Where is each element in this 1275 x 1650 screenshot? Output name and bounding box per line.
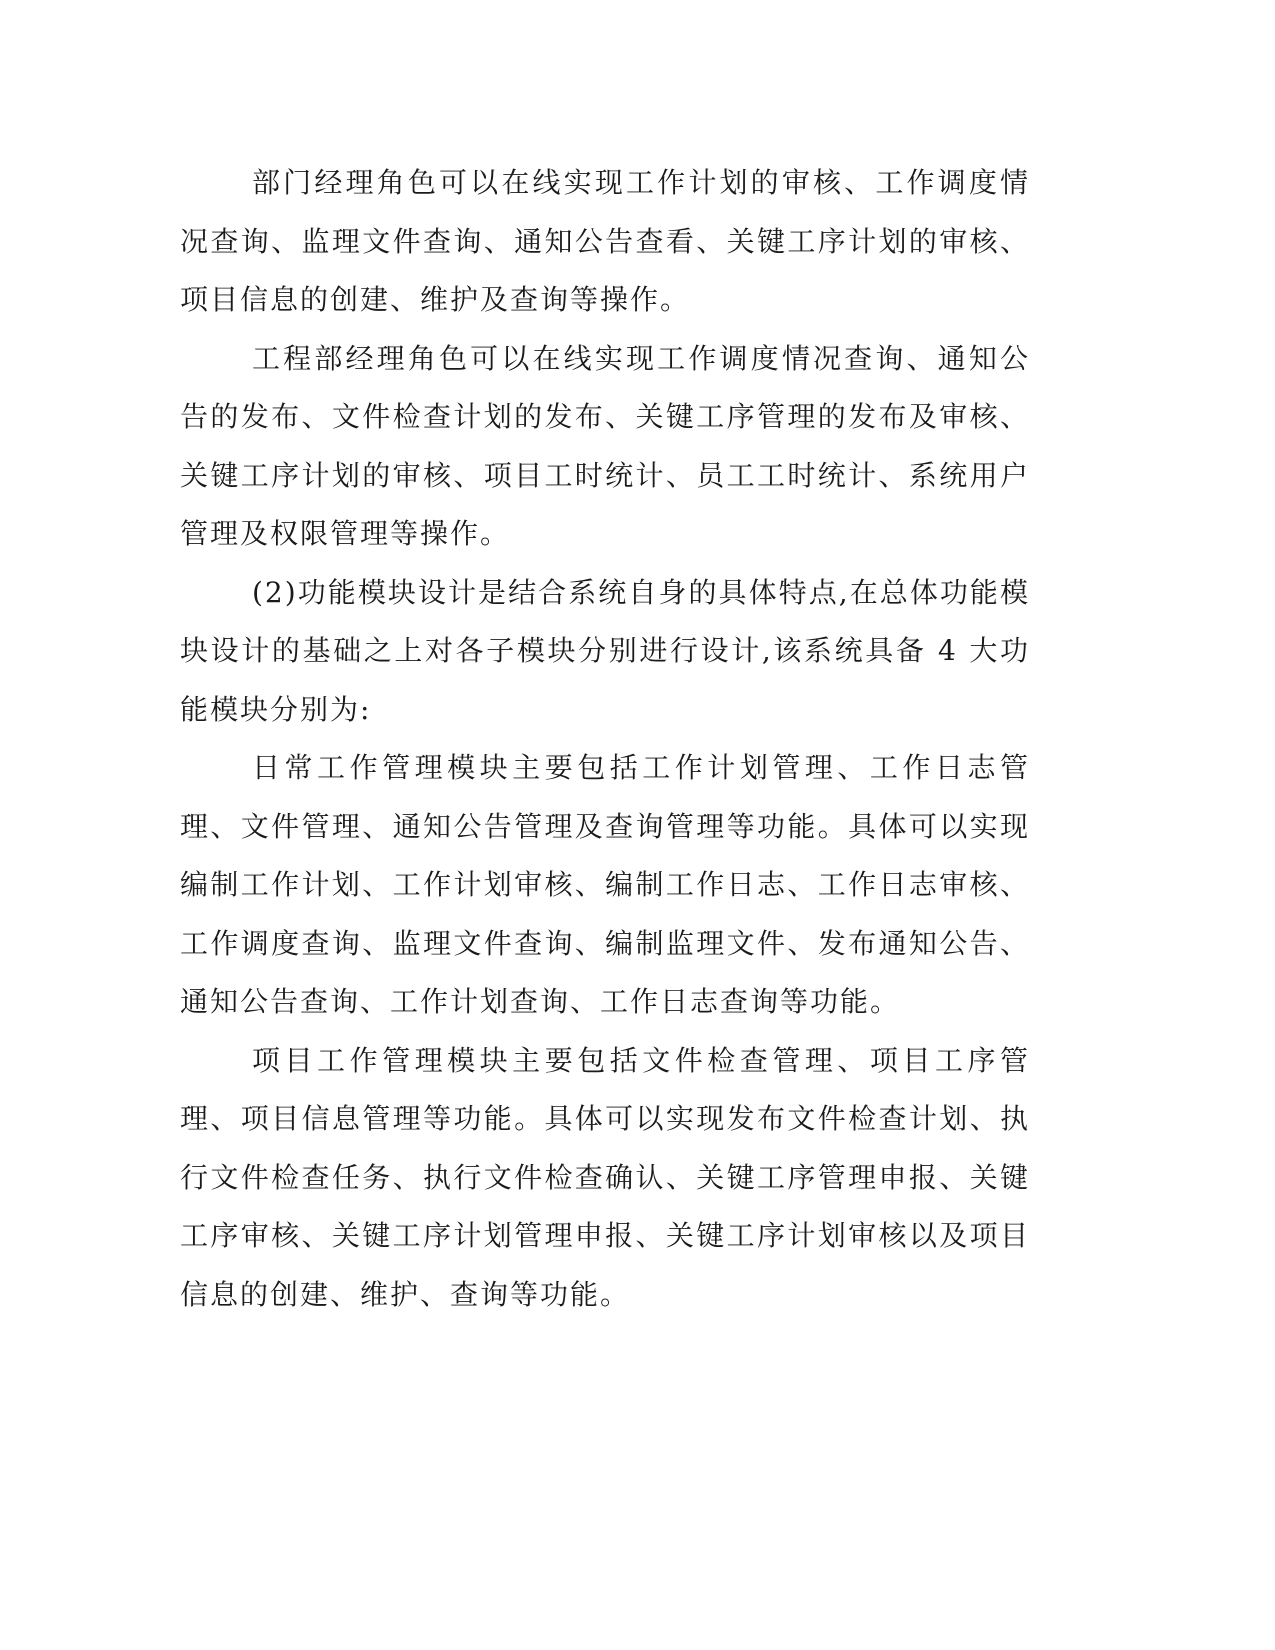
paragraph-engineering-manager: 工程部经理角色可以在线实现工作调度情况查询、通知公告的发布、文件检查计划的发布、关键工序管理的发布及审核、关键工序计划的审核、项目工时统计、员工工时统计、系统用户管理及权限管理等操作。 <box>180 341 1030 550</box>
paragraph-department-manager: 部门经理角色可以在线实现工作计划的审核、工作调度情况查询、监理文件查询、通知公告查看、关键工序计划的审核、项目信息的创建、维护及查询等操作。 <box>180 166 1030 316</box>
paragraph-project-work-module: 项目工作管理模块主要包括文件检查管理、项目工序管理、项目信息管理等功能。具体可以实现发布文件检查计划、执行文件检查任务、执行文件检查确认、关键工序管理申报、关键工序审核、关键工序计划管理申报、关键工序计划审核以及项目信息的创建、维护、查询等功能。 <box>180 1043 1030 1311</box>
document-body <box>180 154 1030 1324</box>
paragraph-function-module-design: (2)功能模块设计是结合系统自身的具体特点,在总体功能模块设计的基础之上对各子模块分别进行设计,该系统具备 4 大功能模块分别为: <box>180 575 1030 726</box>
paragraph-daily-work-module: 日常工作管理模块主要包括工作计划管理、工作日志管理、文件管理、通知公告管理及查询管理等功能。具体可以实现编制工作计划、工作计划审核、编制工作日志、工作日志审核、工作调度查询、监理文件查询、编制监理文件、发布通知公告、通知公告查询、工作计划查询、工作日志查询等功能。 <box>180 751 1030 1018</box>
